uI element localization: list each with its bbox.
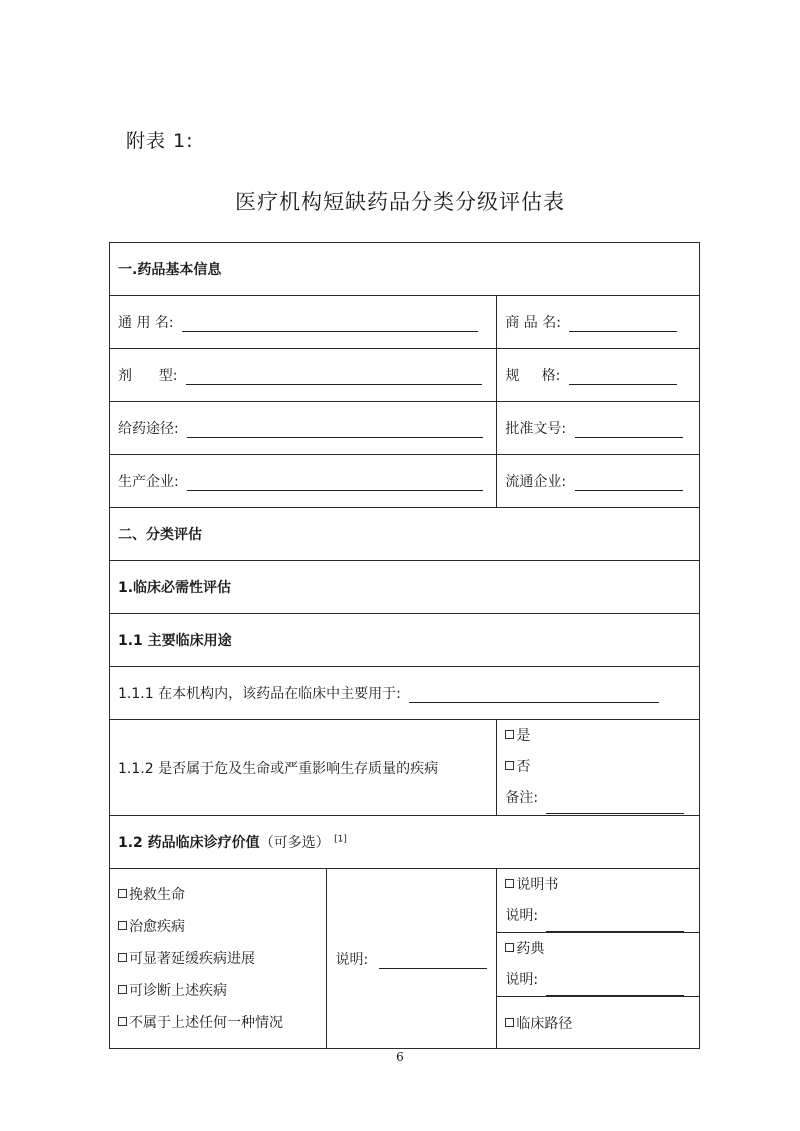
- section-basic-info-heading: 一.药品基本信息: [110, 243, 700, 296]
- option-label: 可诊断上述疾病: [129, 982, 227, 999]
- source-pharmacopoeia-cell: [497, 933, 700, 997]
- checkbox-icon[interactable]: [505, 730, 514, 739]
- explain-label: 说明:: [505, 907, 539, 924]
- option-save-life[interactable]: [118, 879, 326, 911]
- trade-name-cell: [497, 296, 700, 349]
- option-label: 治愈疾病: [129, 918, 185, 935]
- spec-cell: [497, 349, 700, 402]
- option-label: 不属于上述任何一种情况: [129, 1014, 283, 1031]
- option-diagnose[interactable]: [118, 975, 326, 1007]
- trade-name-field[interactable]: [569, 317, 677, 332]
- q111-field[interactable]: [409, 688, 659, 703]
- leaflet-label: 说明书: [516, 876, 559, 893]
- q112-question: 1.1.2 是否属于危及生命或严重影响生存质量的疾病: [110, 720, 497, 816]
- source-pharmacopoeia-option[interactable]: [505, 934, 699, 965]
- document-title: 医疗机构短缺药品分类分级评估表: [235, 190, 565, 214]
- footnote-ref: [1]: [334, 834, 347, 845]
- checkbox-icon[interactable]: [505, 943, 514, 952]
- option-label: 挽救生命: [129, 886, 185, 903]
- generic-name-field[interactable]: [182, 317, 478, 332]
- distributor-label: 流通企业:: [505, 474, 567, 490]
- q111-label: 1.1.1 在本机构内，该药品在临床中主要用于:: [118, 686, 401, 702]
- manufacturer-field[interactable]: [187, 476, 483, 491]
- approval-cell: [497, 402, 700, 455]
- spec-field[interactable]: [569, 370, 677, 385]
- clinical-value-note: （可多选）: [259, 835, 330, 851]
- dosage-form-field[interactable]: [186, 370, 482, 385]
- checkbox-icon[interactable]: [118, 953, 127, 962]
- option-none[interactable]: [118, 1007, 326, 1039]
- dosage-form-row: [110, 349, 497, 402]
- option-delay-progress[interactable]: [118, 943, 326, 975]
- remark-label: 备注:: [505, 790, 539, 806]
- q111-row: [110, 667, 700, 720]
- value-explain-cell: [327, 869, 497, 1049]
- q112-yes-option[interactable]: [505, 721, 699, 752]
- yes-label: 是: [516, 728, 531, 744]
- option-cure-disease[interactable]: [118, 911, 326, 943]
- q112-no-option[interactable]: [505, 752, 699, 783]
- checkbox-icon[interactable]: [505, 879, 514, 888]
- generic-name-label: 通 用 名:: [118, 315, 174, 331]
- section-classification-heading: 二、分类评估: [110, 508, 700, 561]
- dosage-form-label: 剂 型:: [118, 368, 178, 384]
- manufacturer-label: 生产企业:: [118, 474, 179, 490]
- page-number: 6: [396, 1050, 404, 1064]
- spec-label: 规 格:: [505, 368, 561, 384]
- value-options-cell: [110, 869, 327, 1049]
- source-pathway-cell[interactable]: [497, 997, 700, 1049]
- explain-label: 说明:: [505, 971, 539, 988]
- trade-name-label: 商 品 名:: [505, 315, 561, 331]
- explain-label: 说明:: [335, 951, 369, 968]
- checkbox-icon[interactable]: [505, 761, 514, 770]
- pharmacopoeia-label: 药典: [516, 940, 545, 957]
- distributor-field[interactable]: [575, 476, 683, 491]
- manufacturer-row: [110, 455, 497, 508]
- explain-field[interactable]: [379, 954, 487, 969]
- q112-remark: [505, 783, 699, 814]
- distributor-cell: [497, 455, 700, 508]
- main-clinical-use-heading: 1.1 主要临床用途: [110, 614, 700, 667]
- checkbox-icon[interactable]: [118, 889, 127, 898]
- generic-name-row: [110, 296, 497, 349]
- source-leaflet-option[interactable]: [505, 870, 699, 901]
- option-label: 可显著延缓疾病进展: [129, 950, 255, 967]
- checkbox-icon[interactable]: [118, 921, 127, 930]
- approval-label: 批准文号:: [505, 421, 567, 437]
- remark-field[interactable]: [546, 799, 684, 814]
- checkbox-icon[interactable]: [118, 1017, 127, 1026]
- clinical-value-heading: [110, 816, 700, 869]
- route-field[interactable]: [187, 423, 483, 438]
- checkbox-icon[interactable]: [118, 985, 127, 994]
- q112-answer-cell: [497, 720, 700, 816]
- pharmacopoeia-explain: [505, 965, 699, 996]
- annex-label: 附表 1:: [126, 130, 194, 152]
- assessment-form: [109, 242, 700, 1049]
- clinical-value-title: 1.2 药品临床诊疗价值: [118, 835, 260, 851]
- pharmacopoeia-explain-field[interactable]: [546, 981, 684, 996]
- checkbox-icon[interactable]: [505, 1018, 514, 1027]
- leaflet-explain: [505, 901, 699, 932]
- route-row: [110, 402, 497, 455]
- clinical-necessity-heading: 1.临床必需性评估: [110, 561, 700, 614]
- no-label: 否: [516, 759, 531, 775]
- pathway-label: 临床路径: [516, 1015, 573, 1032]
- route-label: 给药途径:: [118, 421, 179, 437]
- leaflet-explain-field[interactable]: [546, 917, 684, 932]
- approval-field[interactable]: [575, 423, 683, 438]
- source-leaflet-cell: [497, 869, 700, 933]
